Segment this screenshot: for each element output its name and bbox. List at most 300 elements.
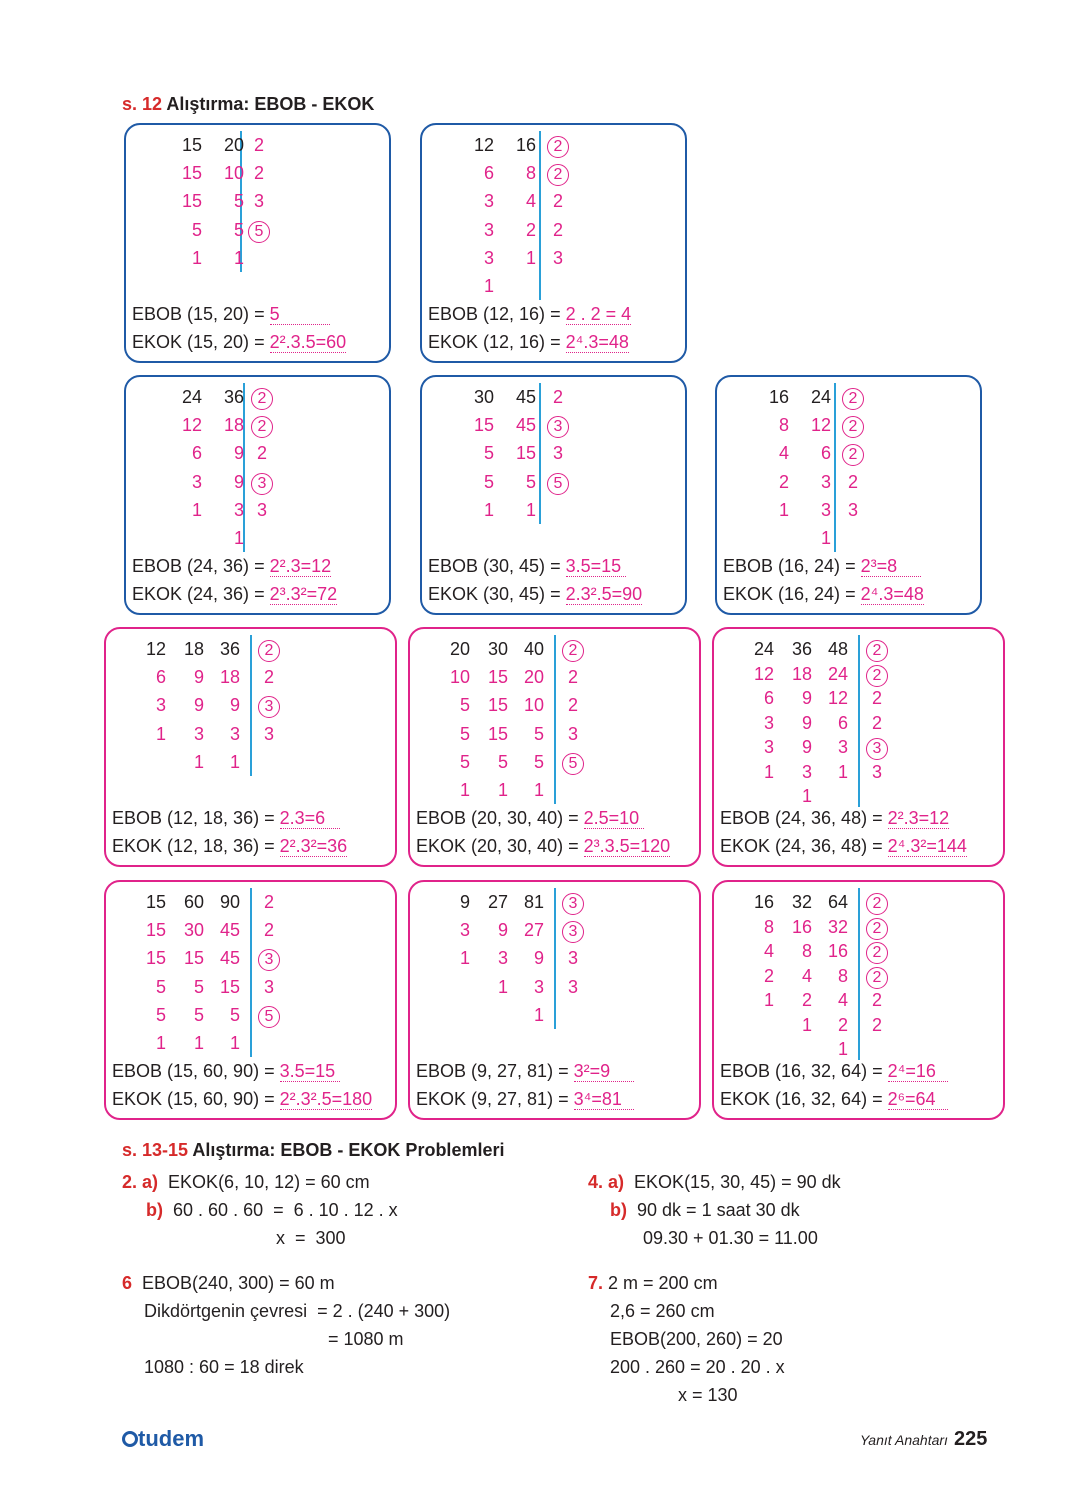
factor-number: 6 [837,712,848,733]
ekok-result-answer: 2².3².5=180 [279,1089,373,1109]
factor-number: 12 [753,663,774,684]
division-line [858,888,860,1060]
problem-4-b-line: 90 dk = 1 saat 30 dk [637,1200,800,1220]
factor-number: 9 [497,920,508,941]
factor-number: 2 [763,965,774,986]
factor-number: 15 [181,135,202,155]
factor-number: 18 [223,415,244,436]
factor-number: 20 [223,135,244,155]
factor-number: 1 [155,723,166,744]
factor-number: 3 [837,737,848,757]
factor-number: 18 [791,663,812,684]
factor-number: 16 [827,941,848,961]
common-divisor: 2 [249,387,275,410]
divisor: 3 [871,761,882,782]
ebob-result-answer: 2³=8 [861,556,921,577]
factor-number: 1 [191,499,202,520]
factor-number: 3 [820,471,831,492]
ebob-result-label: EBOB (16, 24) [723,556,841,576]
factor-number: 12 [827,688,848,708]
factor-number: 1 [837,761,848,782]
problem-7-line1: 2 m = 200 cm [608,1273,718,1293]
factor-number: 4 [525,191,536,212]
ebob-result-answer: 3²=9 [574,1061,634,1082]
ebob-result: EBOB (24, 36) = 2².3=12 [132,556,332,576]
factor-number: 5 [483,443,494,464]
factor-number: 2 [837,1014,848,1035]
factor-number: 3 [483,247,494,268]
exercise-box [420,375,687,615]
problem-4-a-number: 4. a) [588,1172,625,1192]
exercise-box [408,880,701,1120]
common-divisor: 2 [249,415,275,438]
factor-number: 1 [533,780,544,800]
factor-number: 45 [219,948,240,969]
divisor: 3 [567,948,578,969]
divisor: 2 [552,191,563,212]
factor-number: 8 [778,415,789,436]
factor-number: 48 [827,639,848,659]
ekok-result-label: EKOK (24, 36, 48) [720,836,868,856]
problem-2-a-line: EKOK(6, 10, 12) = 60 cm [168,1172,370,1192]
factor-number: 16 [768,387,789,407]
factor-number: 5 [459,723,470,744]
divisor: 2 [263,920,274,941]
divisor: 2 [552,387,563,407]
ebob-result-answer: 2².3=12 [269,556,332,576]
factor-number: 5 [155,976,166,997]
exercise-box [124,123,391,363]
common-divisor: 5 [256,1005,282,1028]
ebob-result: EBOB (9, 27, 81) = 3²=9 [416,1060,634,1082]
factor-number: 45 [219,920,240,941]
divisor: 2 [567,667,578,688]
ekok-result-answer: 2².3.5=60 [269,332,347,352]
ekok-result-answer: 2⁴.3=48 [860,584,924,604]
factor-number: 36 [219,639,240,659]
factor-number: 6 [820,443,831,464]
factor-number: 16 [753,892,774,912]
ebob-result: EBOB (12, 16) = 2 . 2 = 4 [428,304,632,324]
factor-number: 5 [533,723,544,744]
ekok-result-label: EKOK (16, 24) [723,584,841,604]
divisor: 2 [253,135,264,155]
problem-7-line5: x = 130 [678,1385,738,1405]
ebob-result-label: EBOB (15, 60, 90) [112,1061,260,1081]
divisor: 3 [263,976,274,997]
factor-number: 5 [459,751,470,772]
ebob-result: EBOB (24, 36, 48) = 2².3=12 [720,808,950,828]
factor-number: 5 [483,471,494,492]
ekok-result-label: EKOK (16, 32, 64) [720,1089,868,1109]
footer-label: Yanıt Anahtarı [860,1432,948,1448]
factor-number: 5 [525,471,536,492]
factor-number: 24 [181,387,202,407]
factor-number: 90 [219,892,240,912]
common-divisor: 3 [864,737,890,760]
factor-number: 15 [487,723,508,744]
ebob-result-label: EBOB (24, 36) [132,556,250,576]
factor-number: 5 [533,751,544,772]
factor-number: 6 [763,688,774,708]
factor-number: 45 [515,387,536,407]
factor-number: 60 [183,892,204,912]
factor-number: 30 [183,920,204,941]
divisor: 2 [263,892,274,912]
problem-2-c-line: x = 300 [276,1228,346,1248]
ekok-result-label: EKOK (20, 30, 40) [416,836,564,856]
division-line [834,383,836,552]
exercise-box [712,627,1005,867]
divisor: 2 [871,1014,882,1035]
division-line [554,635,556,804]
factor-number: 20 [523,667,544,688]
ebob-result-label: EBOB (30, 45) [428,556,546,576]
ebob-result-label: EBOB (20, 30, 40) [416,808,564,828]
ekok-result: EKOK (15, 20) = 2².3.5=60 [132,332,347,352]
common-divisor: 2 [864,639,890,662]
factor-number: 3 [497,948,508,969]
factor-number: 5 [459,695,470,716]
factor-number: 15 [515,443,536,464]
exercise-box [124,375,391,615]
common-divisor: 3 [545,415,571,438]
ebob-result: EBOB (20, 30, 40) = 2.5=10 [416,807,644,829]
problem-2-b-number: b) [146,1200,163,1220]
factor-number: 15 [473,415,494,436]
factor-number: 15 [145,948,166,969]
factor-number: 4 [763,941,774,961]
ekok-result: EKOK (9, 27, 81) = 3⁴=81 [416,1088,634,1110]
factor-number: 20 [449,639,470,659]
factor-number: 4 [837,990,848,1010]
common-divisor: 2 [864,917,890,940]
factor-number: 9 [533,948,544,969]
ebob-result: EBOB (30, 45) = 3.5=15 [428,555,626,577]
common-divisor: 2 [560,639,586,662]
division-line [250,888,252,1057]
factor-number: 3 [229,723,240,744]
divisor: 2 [871,990,882,1010]
factor-number: 2 [801,990,812,1010]
problem-2-a-number: 2. a) [122,1172,159,1192]
factor-number: 1 [497,780,508,800]
common-divisor: 3 [560,892,586,915]
problem-7-line2: 2,6 = 260 cm [610,1301,715,1321]
logo-text: tudem [138,1426,204,1451]
factor-number: 27 [487,892,508,912]
divisor: 2 [847,471,858,492]
ekok-result-label: EKOK (15, 20) [132,332,250,352]
ebob-result-answer: 5 [270,304,330,325]
factor-number: 1 [233,247,244,268]
problem-4 [588,1168,841,1252]
factor-number: 1 [229,751,240,772]
divisor: 3 [253,191,264,212]
common-divisor: 5 [246,220,272,243]
factor-number: 10 [223,163,244,184]
ebob-result: EBOB (16, 32, 64) = 2⁴=16 [720,1060,948,1082]
common-divisor: 3 [256,695,282,718]
factor-number: 9 [229,695,240,716]
factor-number: 3 [193,723,204,744]
ekok-result: EKOK (16, 32, 64) = 2⁶=64 [720,1088,948,1110]
factor-number: 8 [801,941,812,961]
ebob-result-answer: 2⁴=16 [888,1061,948,1082]
ebob-result-answer: 3.5=15 [566,556,626,577]
ebob-result-answer: 3.5=15 [280,1061,340,1082]
factor-number: 30 [473,387,494,407]
factor-number: 5 [193,976,204,997]
factor-number: 3 [763,737,774,757]
factor-number: 10 [523,695,544,716]
factor-number: 15 [219,976,240,997]
factor-number: 1 [778,499,789,520]
ebob-result-label: EBOB (16, 32, 64) [720,1061,868,1081]
factor-number: 5 [229,1004,240,1025]
factor-number: 2 [525,219,536,240]
ekok-result: EKOK (30, 45) = 2.3².5=90 [428,584,643,604]
factor-number: 3 [820,499,831,520]
divisor: 2 [253,163,264,184]
common-divisor: 5 [560,752,586,775]
factor-number: 5 [155,1004,166,1025]
ebob-result: EBOB (15, 20) = 5 [132,303,330,325]
factor-number: 8 [837,965,848,986]
factor-number: 1 [459,948,470,969]
ekok-result-label: EKOK (30, 45) [428,584,546,604]
ekok-result-answer: 3⁴=81 [574,1089,634,1110]
division-line [250,635,252,776]
factor-number: 1 [801,1014,812,1035]
problem-6-line3: = 1080 m [328,1329,404,1349]
problem-7-number: 7. [588,1273,604,1293]
ebob-result-answer: 2.5=10 [584,808,644,829]
ebob-result-answer: 2 . 2 = 4 [565,304,632,324]
factor-number: 1 [193,1033,204,1053]
divisor: 3 [552,443,563,464]
factor-number: 1 [801,786,812,806]
common-divisor: 3 [256,948,282,971]
factor-number: 3 [533,976,544,997]
exercise-box [408,627,701,867]
factor-number: 15 [181,191,202,212]
section1-title: Alıştırma: EBOB - EKOK [166,94,375,114]
factor-number: 1 [525,499,536,520]
factor-number: 15 [487,667,508,688]
factor-number: 9 [801,712,812,733]
factor-number: 8 [525,163,536,184]
factor-number: 3 [801,761,812,782]
divisor: 2 [871,712,882,733]
factor-number: 1 [459,780,470,800]
common-divisor: 5 [545,472,571,495]
factor-number: 1 [155,1033,166,1053]
factor-number: 1 [763,990,774,1010]
factor-number: 2 [778,471,789,492]
factor-number: 1 [497,976,508,997]
problem-7-line3: EBOB(200, 260) = 20 [610,1329,783,1349]
ekok-result-answer: 2⁴.3²=144 [887,836,967,856]
problem-7 [588,1269,785,1409]
factor-number: 16 [515,135,536,155]
factor-number: 5 [193,1004,204,1025]
divisor: 3 [263,723,274,744]
ebob-result: EBOB (15, 60, 90) = 3.5=15 [112,1060,340,1082]
factor-number: 1 [533,1004,544,1025]
section1-page: s. 12 [122,94,163,114]
factor-number: 1 [820,528,831,548]
ekok-result-answer: 2⁶=64 [888,1089,948,1110]
factor-number: 4 [778,443,789,464]
ebob-result-label: EBOB (12, 18, 36) [112,808,260,828]
tudem-logo [122,1426,204,1452]
common-divisor: 2 [840,443,866,466]
factor-number: 3 [483,219,494,240]
divisor: 3 [567,723,578,744]
logo-circle-icon [122,1431,138,1447]
ekok-result-label: EKOK (24, 36) [132,584,250,604]
page-number: 225 [953,1428,988,1450]
division-line [539,131,541,300]
factor-number: 18 [219,667,240,688]
factor-number: 32 [791,892,812,912]
factor-number: 9 [193,667,204,688]
factor-number: 3 [155,695,166,716]
common-divisor: 3 [560,920,586,943]
factor-number: 10 [449,667,470,688]
factor-number: 1 [763,761,774,782]
exercise-box [712,880,1005,1120]
factor-number: 15 [183,948,204,969]
exercise-box [420,123,687,363]
factor-number: 1 [525,247,536,268]
problem-2-b-line: 60 . 60 . 60 = 6 . 10 . 12 . x [173,1200,398,1220]
ebob-result: EBOB (16, 24) = 2³=8 [723,555,921,577]
ebob-result: EBOB (12, 18, 36) = 2.3=6 [112,807,340,829]
factor-number: 1 [193,751,204,772]
factor-number: 45 [515,415,536,436]
factor-number: 16 [791,916,812,937]
factor-number: 12 [181,415,202,436]
factor-number: 12 [473,135,494,155]
factor-number: 81 [523,892,544,912]
ekok-result-answer: 2².3²=36 [279,836,348,856]
problem-6-line4: 1080 : 60 = 18 direk [144,1357,304,1377]
divisor: 3 [256,499,267,520]
division-line [554,888,556,1029]
ebob-result-label: EBOB (9, 27, 81) [416,1061,554,1081]
divisor: 2 [871,688,882,708]
common-divisor: 2 [840,415,866,438]
ekok-result: EKOK (20, 30, 40) = 2³.3.5=120 [416,836,671,856]
factor-number: 9 [459,892,470,912]
ebob-result-answer: 2².3=12 [887,808,950,828]
factor-number: 18 [183,639,204,659]
factor-number: 32 [827,916,848,937]
divisor: 3 [567,976,578,997]
factor-number: 36 [223,387,244,407]
factor-number: 3 [191,471,202,492]
factor-number: 12 [145,639,166,659]
ekok-result: EKOK (16, 24) = 2⁴.3=48 [723,584,924,604]
factor-number: 1 [233,528,244,548]
divisor: 3 [847,499,858,520]
common-divisor: 2 [864,664,890,687]
problem-7-line4: 200 . 260 = 20 . 20 . x [610,1357,785,1377]
problem-4-a-line: EKOK(15, 30, 45) = 90 dk [634,1172,841,1192]
divisor: 2 [256,443,267,464]
common-divisor: 2 [545,163,571,186]
exercise-box [104,627,397,867]
factor-number: 24 [827,663,848,684]
factor-number: 5 [233,191,244,212]
factor-number: 9 [801,688,812,708]
common-divisor: 2 [840,387,866,410]
common-divisor: 2 [864,966,890,989]
factor-number: 15 [487,695,508,716]
ebob-result-label: EBOB (24, 36, 48) [720,808,868,828]
factor-number: 3 [233,499,244,520]
ekok-result-answer: 2³.3.5=120 [583,836,671,856]
factor-number: 8 [763,916,774,937]
factor-number: 3 [763,712,774,733]
factor-number: 1 [191,247,202,268]
factor-number: 9 [193,695,204,716]
factor-number: 12 [810,415,831,436]
division-line [243,383,245,552]
common-divisor: 2 [256,639,282,662]
ebob-result-answer: 2.3=6 [280,808,340,829]
ekok-result-label: EKOK (9, 27, 81) [416,1089,554,1109]
divisor: 2 [567,695,578,716]
factor-number: 9 [801,737,812,757]
factor-number: 9 [233,443,244,464]
factor-number: 6 [191,443,202,464]
factor-number: 5 [497,751,508,772]
section2-page: s. 13-15 [122,1140,189,1160]
ebob-result-label: EBOB (15, 20) [132,304,250,324]
factor-number: 3 [459,920,470,941]
factor-number: 4 [801,965,812,986]
ekok-result: EKOK (12, 16) = 2⁴.3=48 [428,332,629,352]
ekok-result-label: EKOK (15, 60, 90) [112,1089,260,1109]
ekok-result: EKOK (24, 36) = 2³.3²=72 [132,584,338,604]
ekok-result-answer: 2⁴.3=48 [565,332,629,352]
factor-number: 1 [229,1033,240,1053]
factor-number: 15 [145,892,166,912]
factor-number: 15 [145,920,166,941]
factor-number: 64 [827,892,848,912]
ekok-result-label: EKOK (12, 16) [428,332,546,352]
section1-heading [122,94,374,115]
factor-number: 1 [483,276,494,296]
division-line [539,383,541,524]
common-divisor: 2 [545,135,571,158]
factor-number: 1 [837,1039,848,1059]
section2-heading [122,1140,504,1161]
factor-number: 15 [181,163,202,184]
divisor: 2 [552,219,563,240]
ekok-result-answer: 2.3².5=90 [565,584,643,604]
ekok-result-answer: 2³.3²=72 [269,584,338,604]
ekok-result: EKOK (12, 18, 36) = 2².3²=36 [112,836,348,856]
problem-4-b-number: b) [610,1200,627,1220]
problem-2 [122,1168,398,1252]
footer [860,1428,987,1451]
ekok-result: EKOK (24, 36, 48) = 2⁴.3²=144 [720,836,967,856]
ekok-result-label: EKOK (12, 18, 36) [112,836,260,856]
